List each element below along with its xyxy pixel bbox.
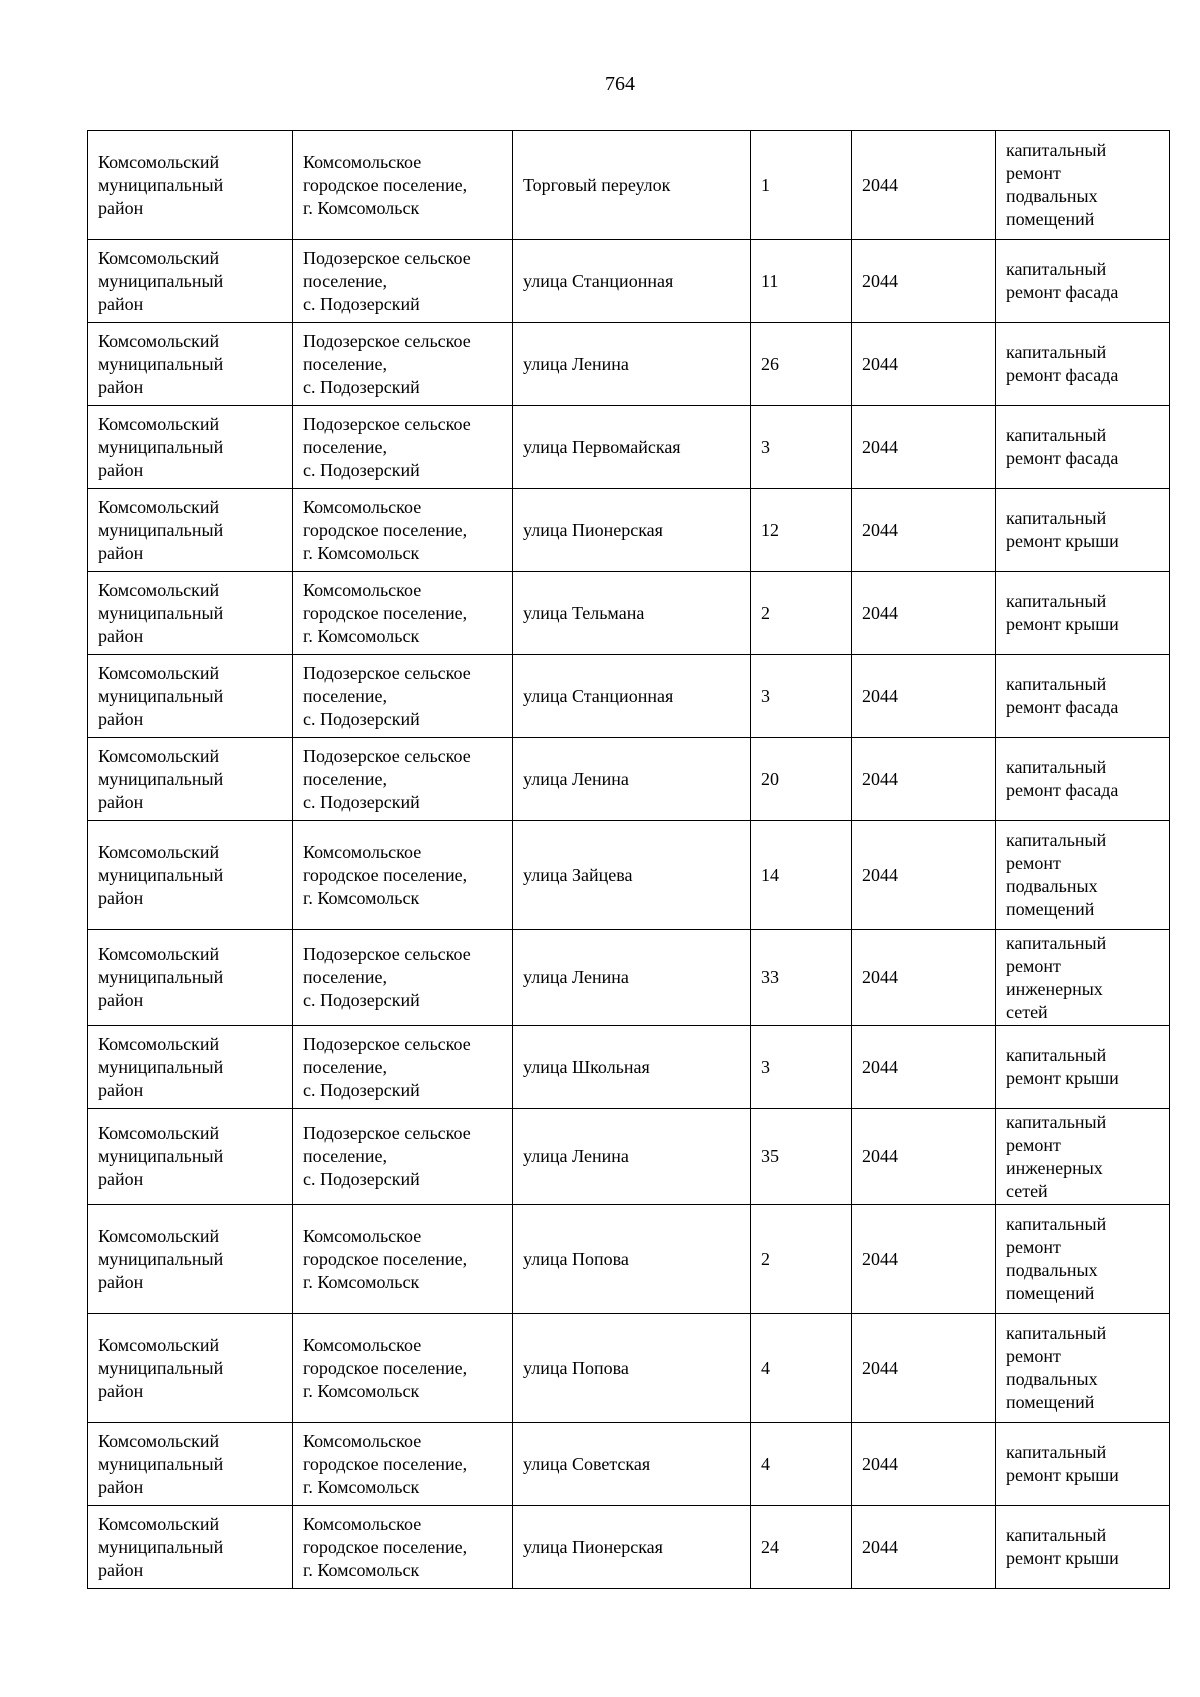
year-cell: 2044 — [852, 1205, 996, 1314]
street-cell: улица Станционная — [513, 655, 751, 738]
work-type-cell: капитальный ремонт фасада — [996, 406, 1170, 489]
settlement-cell: Подозерское сельское поселение, с. Подозерский — [293, 738, 513, 821]
district-cell: Комсомольский муниципальный район — [88, 1423, 293, 1506]
work-type-cell: капитальный ремонт крыши — [996, 1506, 1170, 1589]
district-cell: Комсомольский муниципальный район — [88, 738, 293, 821]
work-type-cell: капитальный ремонт фасада — [996, 323, 1170, 406]
settlement-cell: Подозерское сельское поселение, с. Подозерский — [293, 1109, 513, 1205]
year-cell: 2044 — [852, 1506, 996, 1589]
settlement-cell: Подозерское сельское поселение, с. Подозерский — [293, 1026, 513, 1109]
district-cell: Комсомольский муниципальный район — [88, 1205, 293, 1314]
settlement-cell: Подозерское сельское поселение, с. Подозерский — [293, 655, 513, 738]
table-row — [88, 323, 1170, 406]
table-row — [88, 821, 1170, 930]
table-row — [88, 1026, 1170, 1109]
street-cell: улица Школьная — [513, 1026, 751, 1109]
street-cell: улица Тельмана — [513, 572, 751, 655]
house-number-cell: 33 — [751, 930, 852, 1026]
year-cell: 2044 — [852, 406, 996, 489]
table-row — [88, 655, 1170, 738]
street-cell: улица Ленина — [513, 323, 751, 406]
settlement-cell: Подозерское сельское поселение, с. Подозерский — [293, 240, 513, 323]
work-type-cell: капитальный ремонт крыши — [996, 572, 1170, 655]
year-cell: 2044 — [852, 738, 996, 821]
year-cell: 2044 — [852, 1314, 996, 1423]
district-cell: Комсомольский муниципальный район — [88, 930, 293, 1026]
table-row — [88, 1205, 1170, 1314]
table-row — [88, 930, 1170, 1026]
settlement-cell: Подозерское сельское поселение, с. Подозерский — [293, 930, 513, 1026]
district-cell: Комсомольский муниципальный район — [88, 1026, 293, 1109]
house-number-cell: 35 — [751, 1109, 852, 1205]
street-cell: улица Станционная — [513, 240, 751, 323]
district-cell: Комсомольский муниципальный район — [88, 240, 293, 323]
street-cell: улица Ленина — [513, 1109, 751, 1205]
settlement-cell: Подозерское сельское поселение, с. Подозерский — [293, 406, 513, 489]
table-row — [88, 572, 1170, 655]
work-type-cell: капитальный ремонт крыши — [996, 1423, 1170, 1506]
settlement-cell: Комсомольское городское поселение, г. Комсомольск — [293, 821, 513, 930]
street-cell: улица Попова — [513, 1205, 751, 1314]
table-row — [88, 1506, 1170, 1589]
district-cell: Комсомольский муниципальный район — [88, 821, 293, 930]
house-number-cell: 11 — [751, 240, 852, 323]
house-number-cell: 3 — [751, 1026, 852, 1109]
work-type-cell: капитальный ремонт подвальных помещений — [996, 1205, 1170, 1314]
district-cell: Комсомольский муниципальный район — [88, 406, 293, 489]
table-row — [88, 240, 1170, 323]
work-type-cell: капитальный ремонт крыши — [996, 1026, 1170, 1109]
house-number-cell: 2 — [751, 1205, 852, 1314]
table-row — [88, 1109, 1170, 1205]
street-cell: улица Попова — [513, 1314, 751, 1423]
year-cell: 2044 — [852, 131, 996, 240]
house-number-cell: 26 — [751, 323, 852, 406]
district-cell: Комсомольский муниципальный район — [88, 655, 293, 738]
house-number-cell: 14 — [751, 821, 852, 930]
work-type-cell: капитальный ремонт подвальных помещений — [996, 1314, 1170, 1423]
street-cell: улица Ленина — [513, 738, 751, 821]
table-row — [88, 406, 1170, 489]
street-cell: улица Зайцева — [513, 821, 751, 930]
district-cell: Комсомольский муниципальный район — [88, 323, 293, 406]
house-number-cell: 12 — [751, 489, 852, 572]
registry-table — [87, 130, 1170, 1589]
work-type-cell: капитальный ремонт подвальных помещений — [996, 821, 1170, 930]
work-type-cell: капитальный ремонт фасада — [996, 738, 1170, 821]
table-row — [88, 1314, 1170, 1423]
district-cell: Комсомольский муниципальный район — [88, 1314, 293, 1423]
settlement-cell: Комсомольское городское поселение, г. Комсомольск — [293, 1314, 513, 1423]
year-cell: 2044 — [852, 930, 996, 1026]
settlement-cell: Подозерское сельское поселение, с. Подозерский — [293, 323, 513, 406]
work-type-cell: капитальный ремонт фасада — [996, 655, 1170, 738]
settlement-cell: Комсомольское городское поселение, г. Комсомольск — [293, 1506, 513, 1589]
settlement-cell: Комсомольское городское поселение, г. Комсомольск — [293, 131, 513, 240]
year-cell: 2044 — [852, 489, 996, 572]
work-type-cell: капитальный ремонт крыши — [996, 489, 1170, 572]
year-cell: 2044 — [852, 1423, 996, 1506]
work-type-cell: капитальный ремонт фасада — [996, 240, 1170, 323]
settlement-cell: Комсомольское городское поселение, г. Комсомольск — [293, 1205, 513, 1314]
house-number-cell: 1 — [751, 131, 852, 240]
year-cell: 2044 — [852, 572, 996, 655]
district-cell: Комсомольский муниципальный район — [88, 1109, 293, 1205]
work-type-cell: капитальный ремонт инженерных сетей — [996, 1109, 1170, 1205]
year-cell: 2044 — [852, 1026, 996, 1109]
district-cell: Комсомольский муниципальный район — [88, 572, 293, 655]
street-cell: улица Пионерская — [513, 1506, 751, 1589]
settlement-cell: Комсомольское городское поселение, г. Комсомольск — [293, 489, 513, 572]
district-cell: Комсомольский муниципальный район — [88, 1506, 293, 1589]
district-cell: Комсомольский муниципальный район — [88, 489, 293, 572]
table-row — [88, 1423, 1170, 1506]
house-number-cell: 2 — [751, 572, 852, 655]
table-row — [88, 489, 1170, 572]
page-number: 764 — [605, 73, 635, 95]
street-cell: Торговый переулок — [513, 131, 751, 240]
house-number-cell: 4 — [751, 1314, 852, 1423]
work-type-cell: капитальный ремонт инженерных сетей — [996, 930, 1170, 1026]
year-cell: 2044 — [852, 1109, 996, 1205]
district-cell: Комсомольский муниципальный район — [88, 131, 293, 240]
settlement-cell: Комсомольское городское поселение, г. Комсомольск — [293, 1423, 513, 1506]
year-cell: 2044 — [852, 240, 996, 323]
work-type-cell: капитальный ремонт подвальных помещений — [996, 131, 1170, 240]
street-cell: улица Советская — [513, 1423, 751, 1506]
street-cell: улица Пионерская — [513, 489, 751, 572]
settlement-cell: Комсомольское городское поселение, г. Комсомольск — [293, 572, 513, 655]
house-number-cell: 3 — [751, 406, 852, 489]
house-number-cell: 3 — [751, 655, 852, 738]
year-cell: 2044 — [852, 655, 996, 738]
house-number-cell: 20 — [751, 738, 852, 821]
year-cell: 2044 — [852, 323, 996, 406]
street-cell: улица Ленина — [513, 930, 751, 1026]
street-cell: улица Первомайская — [513, 406, 751, 489]
table-row — [88, 738, 1170, 821]
table-row — [88, 131, 1170, 240]
house-number-cell: 24 — [751, 1506, 852, 1589]
year-cell: 2044 — [852, 821, 996, 930]
house-number-cell: 4 — [751, 1423, 852, 1506]
